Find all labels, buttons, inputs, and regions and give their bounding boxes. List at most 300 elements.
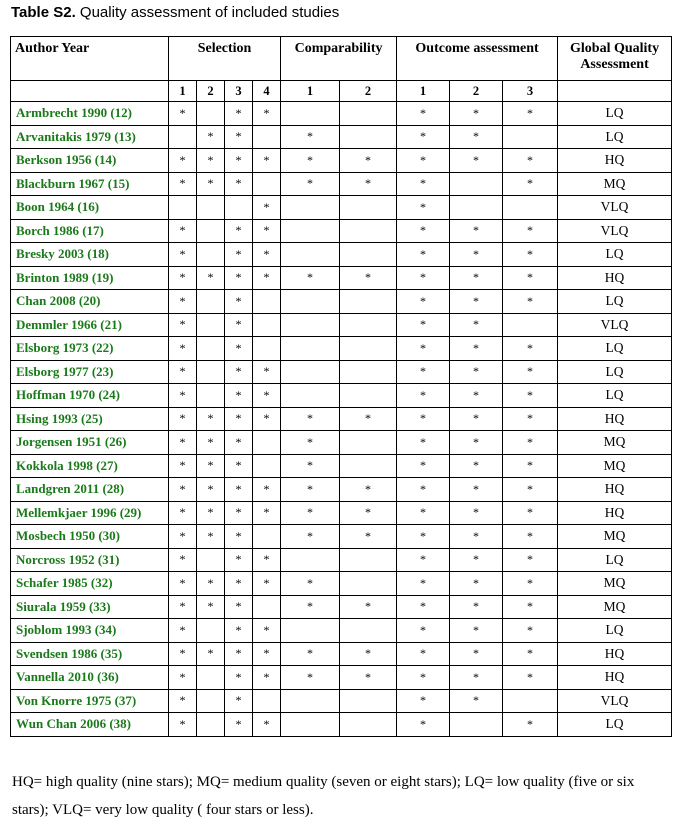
global-quality-cell: MQ <box>558 431 672 455</box>
selection-4-cell: * <box>253 219 281 243</box>
global-quality-cell: HQ <box>558 501 672 525</box>
table-row <box>11 266 672 290</box>
selection-1-cell: * <box>169 337 197 361</box>
author-year-cell: Hsing 1993 (25) <box>11 407 169 431</box>
selection-3-cell: * <box>225 713 253 737</box>
caption-label: Table S2. <box>11 4 76 21</box>
selection-1-cell: * <box>169 266 197 290</box>
comparability-1-cell: * <box>281 407 340 431</box>
global-quality-cell: LQ <box>558 125 672 149</box>
global-quality-cell: MQ <box>558 572 672 596</box>
selection-3-cell: * <box>225 478 253 502</box>
selection-2-cell: * <box>197 642 225 666</box>
selection-4-cell: * <box>253 243 281 267</box>
global-quality-cell: VLQ <box>558 313 672 337</box>
selection-2-cell <box>197 548 225 572</box>
outcome-1-cell: * <box>397 689 450 713</box>
comparability-2-cell <box>340 689 397 713</box>
outcome-2-cell: * <box>450 431 503 455</box>
table-row <box>11 431 672 455</box>
selection-3-cell: * <box>225 407 253 431</box>
selection-3-cell: * <box>225 431 253 455</box>
author-year-cell: Jorgensen 1951 (26) <box>11 431 169 455</box>
comparability-2-cell <box>340 384 397 408</box>
global-quality-cell: LQ <box>558 713 672 737</box>
comparability-2-cell: * <box>340 642 397 666</box>
author-year-cell: Schafer 1985 (32) <box>11 572 169 596</box>
selection-4-cell: * <box>253 196 281 220</box>
selection-2-cell: * <box>197 149 225 173</box>
global-quality-cell: LQ <box>558 290 672 314</box>
comparability-2-cell <box>340 243 397 267</box>
comparability-1-cell: * <box>281 266 340 290</box>
outcome-3-cell: * <box>503 102 558 126</box>
selection-3-cell: * <box>225 384 253 408</box>
subheader-selection-3: 3 <box>225 81 253 102</box>
comparability-2-cell: * <box>340 149 397 173</box>
outcome-2-cell: * <box>450 125 503 149</box>
author-year-cell: Vannella 2010 (36) <box>11 666 169 690</box>
global-quality-cell: LQ <box>558 243 672 267</box>
outcome-1-cell: * <box>397 219 450 243</box>
outcome-1-cell: * <box>397 478 450 502</box>
selection-1-cell: * <box>169 572 197 596</box>
selection-4-cell: * <box>253 407 281 431</box>
comparability-2-cell <box>340 572 397 596</box>
outcome-3-cell: * <box>503 407 558 431</box>
selection-4-cell: * <box>253 548 281 572</box>
outcome-3-cell: * <box>503 478 558 502</box>
selection-3-cell: * <box>225 689 253 713</box>
comparability-2-cell <box>340 313 397 337</box>
comparability-1-cell <box>281 243 340 267</box>
selection-1-cell: * <box>169 290 197 314</box>
author-year-cell: Boon 1964 (16) <box>11 196 169 220</box>
selection-4-cell <box>253 431 281 455</box>
selection-1-cell: * <box>169 407 197 431</box>
selection-1-cell: * <box>169 219 197 243</box>
outcome-3-cell: * <box>503 337 558 361</box>
comparability-1-cell <box>281 360 340 384</box>
selection-3-cell: * <box>225 337 253 361</box>
selection-2-cell <box>197 384 225 408</box>
comparability-2-cell <box>340 454 397 478</box>
comparability-1-cell <box>281 219 340 243</box>
table-row <box>11 125 672 149</box>
table-row <box>11 243 672 267</box>
outcome-1-cell: * <box>397 243 450 267</box>
selection-4-cell <box>253 525 281 549</box>
selection-4-cell: * <box>253 501 281 525</box>
outcome-2-cell: * <box>450 666 503 690</box>
selection-2-cell <box>197 337 225 361</box>
selection-2-cell: * <box>197 572 225 596</box>
table-row <box>11 689 672 713</box>
global-quality-cell: MQ <box>558 595 672 619</box>
selection-1-cell: * <box>169 454 197 478</box>
comparability-1-cell <box>281 619 340 643</box>
table-row <box>11 525 672 549</box>
global-quality-cell: MQ <box>558 525 672 549</box>
selection-3-cell: * <box>225 172 253 196</box>
author-year-cell: Demmler 1966 (21) <box>11 313 169 337</box>
global-quality-cell: HQ <box>558 666 672 690</box>
outcome-1-cell: * <box>397 642 450 666</box>
subheader-selection-2: 2 <box>197 81 225 102</box>
comparability-2-cell <box>340 290 397 314</box>
outcome-1-cell: * <box>397 501 450 525</box>
table-row <box>11 713 672 737</box>
author-year-cell: Hoffman 1970 (24) <box>11 384 169 408</box>
selection-4-cell <box>253 125 281 149</box>
comparability-1-cell <box>281 102 340 126</box>
outcome-1-cell: * <box>397 360 450 384</box>
global-quality-cell: MQ <box>558 172 672 196</box>
quality-table <box>10 36 672 737</box>
selection-4-cell: * <box>253 360 281 384</box>
table-row <box>11 454 672 478</box>
selection-2-cell: * <box>197 266 225 290</box>
outcome-2-cell: * <box>450 501 503 525</box>
outcome-3-cell <box>503 125 558 149</box>
comparability-2-cell <box>340 360 397 384</box>
global-quality-cell: VLQ <box>558 689 672 713</box>
outcome-1-cell: * <box>397 548 450 572</box>
subheader-blank <box>11 81 169 102</box>
selection-3-cell: * <box>225 501 253 525</box>
author-year-cell: Bresky 2003 (18) <box>11 243 169 267</box>
comparability-1-cell <box>281 384 340 408</box>
selection-2-cell <box>197 196 225 220</box>
global-quality-cell: VLQ <box>558 196 672 220</box>
subheader-outcome-2: 2 <box>450 81 503 102</box>
outcome-2-cell: * <box>450 595 503 619</box>
selection-1-cell: * <box>169 172 197 196</box>
selection-3-cell: * <box>225 360 253 384</box>
comparability-2-cell <box>340 548 397 572</box>
outcome-2-cell <box>450 172 503 196</box>
comparability-2-cell <box>340 196 397 220</box>
table-body <box>11 102 672 737</box>
caption-text: Quality assessment of included studies <box>79 4 340 21</box>
selection-1-cell: * <box>169 642 197 666</box>
selection-4-cell <box>253 454 281 478</box>
outcome-1-cell: * <box>397 595 450 619</box>
global-quality-cell: LQ <box>558 360 672 384</box>
comparability-1-cell <box>281 313 340 337</box>
table-row <box>11 595 672 619</box>
selection-2-cell <box>197 360 225 384</box>
selection-4-cell <box>253 290 281 314</box>
author-year-cell: Sjoblom 1993 (34) <box>11 619 169 643</box>
outcome-3-cell: * <box>503 525 558 549</box>
outcome-3-cell: * <box>503 619 558 643</box>
author-year-cell: Elsborg 1977 (23) <box>11 360 169 384</box>
outcome-3-cell: * <box>503 642 558 666</box>
outcome-2-cell: * <box>450 548 503 572</box>
selection-4-cell: * <box>253 384 281 408</box>
table-row <box>11 384 672 408</box>
subheader-outcome-1: 1 <box>397 81 450 102</box>
selection-1-cell: * <box>169 713 197 737</box>
outcome-2-cell: * <box>450 384 503 408</box>
author-year-cell: Berkson 1956 (14) <box>11 149 169 173</box>
outcome-2-cell: * <box>450 478 503 502</box>
comparability-2-cell: * <box>340 266 397 290</box>
selection-4-cell: * <box>253 619 281 643</box>
outcome-2-cell: * <box>450 290 503 314</box>
comparability-2-cell <box>340 713 397 737</box>
outcome-2-cell <box>450 196 503 220</box>
subheader-comparability-2: 2 <box>340 81 397 102</box>
selection-2-cell <box>197 313 225 337</box>
subheader-comparability-1: 1 <box>281 81 340 102</box>
table-row <box>11 407 672 431</box>
global-quality-cell: LQ <box>558 619 672 643</box>
selection-2-cell: * <box>197 525 225 549</box>
selection-1-cell: * <box>169 313 197 337</box>
selection-4-cell <box>253 337 281 361</box>
table-row <box>11 360 672 384</box>
header-row <box>11 37 672 81</box>
global-quality-cell: HQ <box>558 642 672 666</box>
outcome-3-cell: * <box>503 454 558 478</box>
selection-2-cell <box>197 102 225 126</box>
comparability-1-cell: * <box>281 595 340 619</box>
selection-3-cell: * <box>225 125 253 149</box>
subheader-global-blank <box>558 81 672 102</box>
table-row <box>11 337 672 361</box>
comparability-2-cell: * <box>340 478 397 502</box>
outcome-3-cell: * <box>503 172 558 196</box>
comparability-1-cell: * <box>281 431 340 455</box>
outcome-1-cell: * <box>397 431 450 455</box>
selection-3-cell: * <box>225 572 253 596</box>
outcome-1-cell: * <box>397 572 450 596</box>
table-row <box>11 290 672 314</box>
global-quality-cell: LQ <box>558 548 672 572</box>
comparability-2-cell <box>340 219 397 243</box>
selection-1-cell: * <box>169 102 197 126</box>
comparability-1-cell <box>281 290 340 314</box>
outcome-1-cell: * <box>397 102 450 126</box>
selection-3-cell: * <box>225 266 253 290</box>
outcome-1-cell: * <box>397 313 450 337</box>
outcome-3-cell <box>503 313 558 337</box>
global-quality-cell: HQ <box>558 149 672 173</box>
table-row <box>11 619 672 643</box>
outcome-3-cell: * <box>503 548 558 572</box>
comparability-2-cell <box>340 337 397 361</box>
outcome-2-cell: * <box>450 149 503 173</box>
comparability-1-cell: * <box>281 478 340 502</box>
global-quality-cell: VLQ <box>558 219 672 243</box>
outcome-3-cell: * <box>503 219 558 243</box>
table-row <box>11 219 672 243</box>
selection-1-cell: * <box>169 384 197 408</box>
selection-2-cell <box>197 290 225 314</box>
author-year-cell: Borch 1986 (17) <box>11 219 169 243</box>
selection-2-cell <box>197 689 225 713</box>
global-quality-cell: LQ <box>558 384 672 408</box>
table-row <box>11 172 672 196</box>
header-author-year: Author Year <box>11 37 169 81</box>
selection-1-cell: * <box>169 619 197 643</box>
outcome-1-cell: * <box>397 666 450 690</box>
author-year-cell: Wun Chan 2006 (38) <box>11 713 169 737</box>
selection-1-cell <box>169 196 197 220</box>
author-year-cell: Kokkola 1998 (27) <box>11 454 169 478</box>
outcome-3-cell: * <box>503 713 558 737</box>
selection-2-cell: * <box>197 407 225 431</box>
comparability-1-cell: * <box>281 501 340 525</box>
comparability-2-cell: * <box>340 666 397 690</box>
outcome-2-cell: * <box>450 572 503 596</box>
outcome-2-cell: * <box>450 642 503 666</box>
header-selection: Selection <box>169 37 281 81</box>
selection-1-cell: * <box>169 689 197 713</box>
selection-2-cell <box>197 219 225 243</box>
table-row <box>11 102 672 126</box>
global-quality-cell: HQ <box>558 478 672 502</box>
table-row <box>11 548 672 572</box>
selection-2-cell <box>197 243 225 267</box>
selection-2-cell: * <box>197 478 225 502</box>
outcome-1-cell: * <box>397 149 450 173</box>
selection-3-cell: * <box>225 525 253 549</box>
outcome-3-cell: * <box>503 360 558 384</box>
selection-3-cell: * <box>225 290 253 314</box>
selection-4-cell: * <box>253 102 281 126</box>
selection-3-cell: * <box>225 666 253 690</box>
comparability-1-cell: * <box>281 572 340 596</box>
comparability-2-cell: * <box>340 595 397 619</box>
selection-2-cell: * <box>197 501 225 525</box>
selection-1-cell: * <box>169 478 197 502</box>
global-quality-cell: LQ <box>558 337 672 361</box>
comparability-2-cell: * <box>340 525 397 549</box>
table-row <box>11 478 672 502</box>
comparability-1-cell: * <box>281 149 340 173</box>
table-row <box>11 149 672 173</box>
comparability-1-cell: * <box>281 642 340 666</box>
outcome-2-cell: * <box>450 313 503 337</box>
outcome-2-cell: * <box>450 219 503 243</box>
outcome-1-cell: * <box>397 407 450 431</box>
subheader-selection-4: 4 <box>253 81 281 102</box>
author-year-cell: Mellemkjaer 1996 (29) <box>11 501 169 525</box>
selection-1-cell: * <box>169 595 197 619</box>
outcome-3-cell <box>503 689 558 713</box>
selection-4-cell: * <box>253 642 281 666</box>
comparability-1-cell <box>281 689 340 713</box>
author-year-cell: Von Knorre 1975 (37) <box>11 689 169 713</box>
selection-3-cell: * <box>225 313 253 337</box>
author-year-cell: Elsborg 1973 (22) <box>11 337 169 361</box>
subheader-outcome-3: 3 <box>503 81 558 102</box>
selection-3-cell: * <box>225 548 253 572</box>
selection-3-cell: * <box>225 454 253 478</box>
selection-4-cell: * <box>253 713 281 737</box>
outcome-1-cell: * <box>397 290 450 314</box>
selection-4-cell: * <box>253 666 281 690</box>
outcome-3-cell: * <box>503 384 558 408</box>
outcome-3-cell: * <box>503 243 558 267</box>
outcome-2-cell: * <box>450 360 503 384</box>
outcome-1-cell: * <box>397 619 450 643</box>
selection-2-cell <box>197 666 225 690</box>
selection-1-cell: * <box>169 525 197 549</box>
comparability-2-cell: * <box>340 407 397 431</box>
selection-1-cell: * <box>169 501 197 525</box>
author-year-cell: Svendsen 1986 (35) <box>11 642 169 666</box>
selection-1-cell <box>169 125 197 149</box>
outcome-3-cell: * <box>503 431 558 455</box>
outcome-3-cell: * <box>503 501 558 525</box>
comparability-1-cell <box>281 713 340 737</box>
header-comparability: Comparability <box>281 37 397 81</box>
outcome-2-cell: * <box>450 454 503 478</box>
author-year-cell: Arvanitakis 1979 (13) <box>11 125 169 149</box>
comparability-1-cell <box>281 337 340 361</box>
selection-4-cell <box>253 595 281 619</box>
outcome-2-cell <box>450 713 503 737</box>
comparability-1-cell: * <box>281 525 340 549</box>
selection-4-cell: * <box>253 266 281 290</box>
selection-3-cell: * <box>225 243 253 267</box>
outcome-1-cell: * <box>397 384 450 408</box>
header-global-quality: Global Quality Assessment <box>558 37 672 81</box>
selection-1-cell: * <box>169 149 197 173</box>
comparability-2-cell <box>340 125 397 149</box>
outcome-1-cell: * <box>397 454 450 478</box>
selection-4-cell: * <box>253 478 281 502</box>
comparability-1-cell <box>281 196 340 220</box>
outcome-3-cell: * <box>503 266 558 290</box>
comparability-2-cell <box>340 102 397 126</box>
table-row <box>11 572 672 596</box>
table-row <box>11 501 672 525</box>
outcome-1-cell: * <box>397 337 450 361</box>
table-row <box>11 196 672 220</box>
selection-3-cell <box>225 196 253 220</box>
outcome-2-cell: * <box>450 266 503 290</box>
outcome-2-cell: * <box>450 619 503 643</box>
table-caption <box>11 4 339 21</box>
outcome-1-cell: * <box>397 172 450 196</box>
outcome-3-cell: * <box>503 666 558 690</box>
author-year-cell: Norcross 1952 (31) <box>11 548 169 572</box>
outcome-2-cell: * <box>450 243 503 267</box>
footnote: HQ= high quality (nine stars); MQ= medium quality (seven or eight stars); LQ= low quality (five or six stars); VLQ= very low quality ( four stars or less). <box>12 774 635 818</box>
table-row <box>11 313 672 337</box>
selection-2-cell <box>197 619 225 643</box>
outcome-2-cell: * <box>450 337 503 361</box>
outcome-1-cell: * <box>397 525 450 549</box>
selection-3-cell: * <box>225 642 253 666</box>
author-year-cell: Armbrecht 1990 (12) <box>11 102 169 126</box>
selection-1-cell: * <box>169 666 197 690</box>
selection-2-cell: * <box>197 431 225 455</box>
outcome-2-cell: * <box>450 407 503 431</box>
selection-4-cell: * <box>253 149 281 173</box>
global-quality-cell: LQ <box>558 102 672 126</box>
author-year-cell: Landgren 2011 (28) <box>11 478 169 502</box>
subheader-selection-1: 1 <box>169 81 197 102</box>
comparability-1-cell: * <box>281 172 340 196</box>
selection-3-cell: * <box>225 102 253 126</box>
global-quality-cell: HQ <box>558 407 672 431</box>
